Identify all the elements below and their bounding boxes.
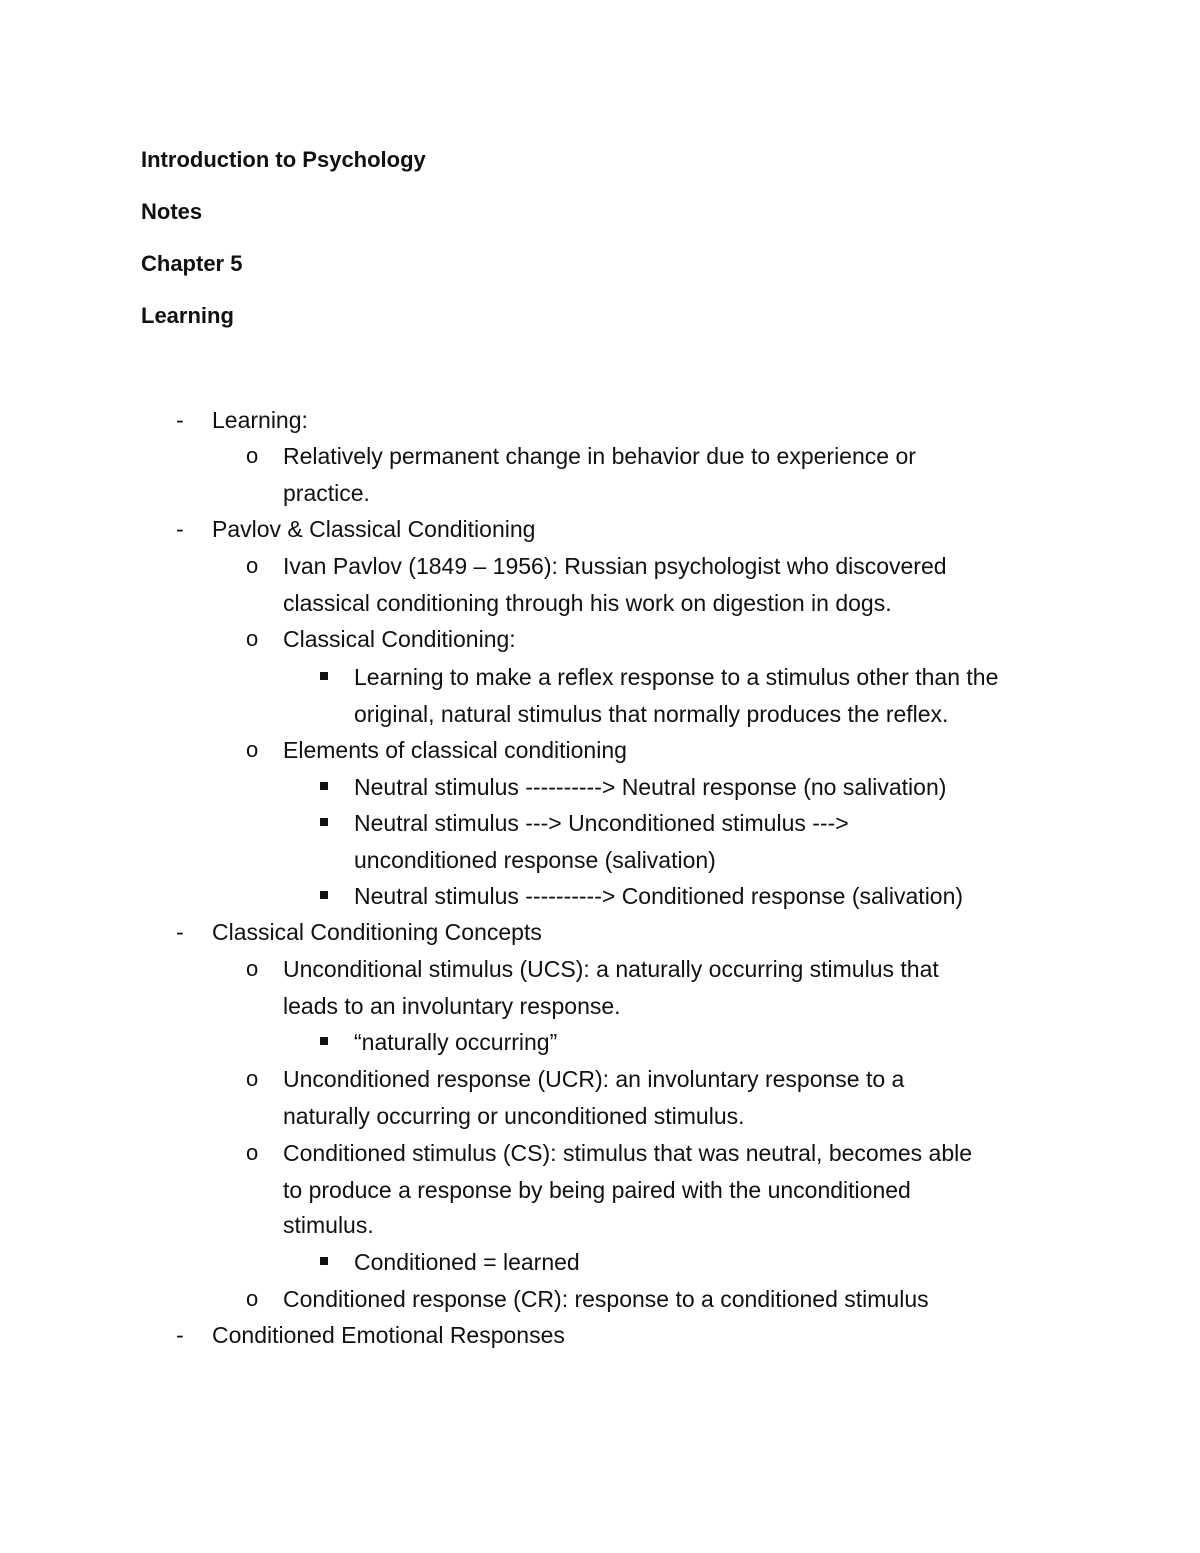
cr-definition: Conditioned response (CR): response to a conditioned stimulus [283,1286,929,1312]
dash-bullet: - [176,919,184,945]
cs-note: Conditioned = learned [354,1249,580,1275]
classical-conditioning-title: Classical Conditioning: [283,626,516,652]
circle-bullet: o [246,553,259,578]
pavlov-bio-line1: Ivan Pavlov (1849 – 1956): Russian psychologist who discovered [283,553,947,579]
circle-bullet: o [246,1066,259,1091]
ucs-note: “naturally occurring” [354,1029,558,1055]
elements-title: Elements of classical conditioning [283,737,627,763]
section-pavlov-title: Pavlov & Classical Conditioning [212,516,536,542]
ucr-definition-line2: naturally occurring or unconditioned stimulus. [283,1103,745,1129]
square-bullet-icon [320,1257,328,1265]
circle-bullet: o [246,626,259,651]
cc-definition-line1: Learning to make a reflex response to a stimulus other than the [354,664,999,690]
square-bullet-icon [320,818,328,826]
circle-bullet: o [246,443,259,468]
cs-definition-line1: Conditioned stimulus (CS): stimulus that was neutral, becomes able [283,1140,973,1166]
element-pairing-line2: unconditioned response (salivation) [354,847,716,873]
cc-definition-line2: original, natural stimulus that normally produces the reflex. [354,701,949,727]
dash-bullet: - [176,1322,184,1348]
element-conditioned: Neutral stimulus ----------> Conditioned response (salivation) [354,883,964,909]
circle-bullet: o [246,956,259,981]
ucr-definition-line1: Unconditioned response (UCR): an involuntary response to a [283,1066,905,1092]
section-concepts-title: Classical Conditioning Concepts [212,919,542,945]
circle-bullet: o [246,1140,259,1165]
topic-label: Learning [141,303,234,328]
square-bullet-icon [320,672,328,680]
ucs-definition-line1: Unconditional stimulus (UCS): a naturally occurring stimulus that [283,956,939,982]
ucs-definition-line2: leads to an involuntary response. [283,993,621,1019]
notes-label: Notes [141,199,203,224]
dash-bullet: - [176,407,184,433]
pavlov-bio-line2: classical conditioning through his work on digestion in dogs. [283,590,892,616]
element-neutral: Neutral stimulus ----------> Neutral response (no salivation) [354,774,947,800]
square-bullet-icon [320,891,328,899]
chapter-label: Chapter 5 [141,251,243,276]
circle-bullet: o [246,1286,259,1311]
section-emotional-title: Conditioned Emotional Responses [212,1322,565,1348]
cs-definition-line3: stimulus. [283,1212,374,1238]
learning-definition-line1: Relatively permanent change in behavior due to experience or [283,443,916,469]
square-bullet-icon [320,782,328,790]
section-learning-title: Learning: [212,407,308,433]
element-pairing-line1: Neutral stimulus ---> Unconditioned stimulus ---> [354,810,849,836]
circle-bullet: o [246,737,259,762]
cs-definition-line2: to produce a response by being paired with the unconditioned [283,1177,911,1203]
learning-definition-line2: practice. [283,480,370,506]
dash-bullet: - [176,516,184,542]
doc-title: Introduction to Psychology [141,147,426,172]
square-bullet-icon [320,1037,328,1045]
